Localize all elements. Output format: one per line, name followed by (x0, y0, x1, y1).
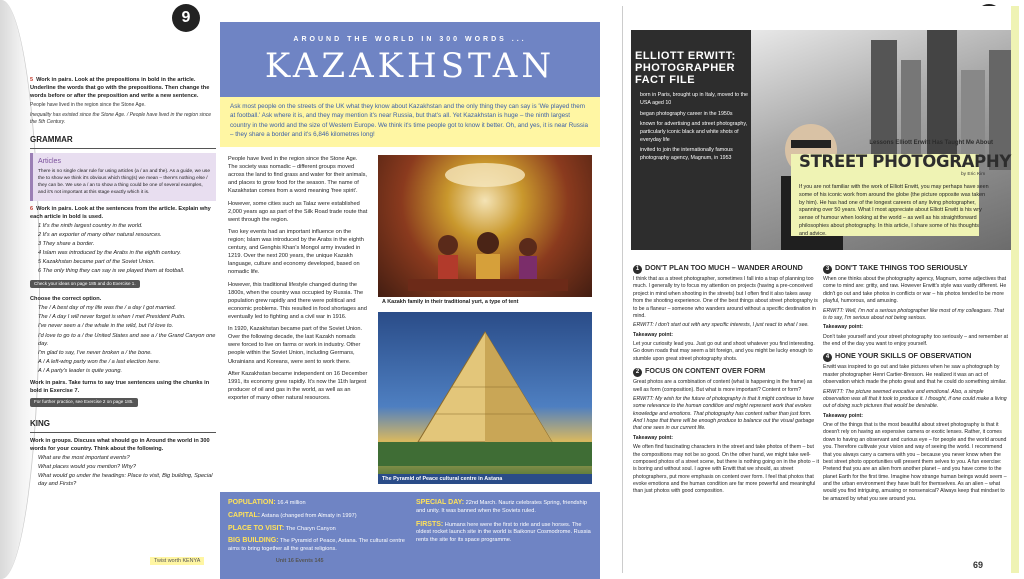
tips-column-left (633, 260, 819, 498)
list-item: born in Paris, brought up in Italy, moved to the USA aged 10 (640, 92, 748, 106)
exercise-6: 6 Work in pairs. Look at the sentences from the article. Explain why each article in bold is used. (30, 205, 211, 220)
list-item: What would go under the headings: Place to visit, Big building, Special day and Firsts? (38, 473, 213, 488)
articles-box (30, 153, 216, 201)
further-practice-note: For further practice, see Exercise 2 on page 185. (30, 398, 138, 407)
tip-text: Erwitt was inspired to go out and take pictures when he saw a photograph by master photographer Henri Cartier-Bresson. He realized it was an act of observation which made the photo great and that he could do something similar. (823, 364, 1007, 386)
article-banner (220, 22, 600, 97)
articles-text: There is no single clear rule for using articles (a / an and the). As a guide, we use the to show we think it's obvious which thing(s) we mean – there's nothing else / they can be. We use a / an to show a thing could be one of several examples, and it's not important at this stage exactly which it is. (38, 168, 210, 195)
photo-caption-1: A Kazakh family in their traditional yurt, a type of tent (378, 297, 592, 307)
list-item: invited to join the internationally famous photography agency, Magnum, in 1953 (640, 147, 733, 161)
takeaway-text: One of the things that is the most beautiful about street photography is that it doesn't rely on having an expensive camera or exotic lenses. Rather, it comes down to having an observant and curious eye – for people and the world around you. Therefore cultivate your vision and way of seeing the world. I recommend that you always carry a camera with you – because you never know when the best street photo opportunities will present them selves to you. A fun exercise: Pretend that you are an alien from another planet – and you have come to the planet Earth for the first time. Imagine how strange human beings would seem – and the urban environment they have built for themselves. As an alien – what would you find intriguing, amusing or nonsensical? Always keep that mindset to be amazed by what you see around you. (823, 422, 1007, 502)
tip-text: When one thinks about the photography agency, Magnum, some adjectives that come to mind are: gritty, and raw. However Erwitt's style was vastly different. He didn't go out and take photos in conflicts or war – his photos tended to be more playful, humorous, and amusing. (823, 276, 1007, 305)
country-facts (220, 492, 600, 579)
tips-column-right (823, 260, 1009, 505)
list-item: A / A left-wing party won the / a last election here. (38, 358, 161, 365)
list-item: known for advertising and street photography, particularly iconic black and white shots of everyday life (640, 121, 748, 143)
exercise-6-items (30, 222, 216, 276)
check-ideas-note: Check your ideas on page 185 and do Exercise 1. (30, 280, 140, 289)
exercise-7-items (30, 304, 216, 375)
list-item: 4 Islam was introduced by the Arabs in the eighth century. (38, 250, 182, 257)
page-number-badge-9: 9 (172, 4, 200, 32)
edge-stripe (1011, 6, 1019, 573)
fact-item: POPULATION: 16.4 million (228, 499, 306, 506)
fact-item: CAPITAL: Astana (changed from Almaty in 1997) (228, 511, 357, 519)
fact-file-title: ELLIOTT ERWITT: PHOTOGRAPHER FACT FILE (635, 50, 736, 87)
list-item: I'm glad to say, I've never broken a / the bone. (38, 349, 152, 356)
erwitt-quote: ERWITT: Well, I'm not a serious photographer like most of my colleagues. That is to say, I'm serious about not being serious. (823, 307, 1004, 321)
exercise-7: Choose the correct option. (30, 296, 102, 303)
page-10 (622, 6, 1018, 573)
takeaway-label: Takeaway point: (823, 324, 863, 331)
article-body (228, 155, 368, 406)
folio: 69 (973, 560, 984, 570)
article-title: STREET PHOTOGRAPHY (799, 152, 1012, 171)
takeaway-text: Don't take yourself and your street photography too seriously – and remember at the end of the day you want to enjoy yourself. (823, 333, 1008, 347)
fact-item: BIG BUILDING: The Pyramid of Peace, Astana. The cultural centre aims to bring together all the great religions. (228, 537, 405, 553)
facts-right (416, 498, 594, 545)
article-paragraph: However, this traditional lifestyle changed during the 1800s, when the country was occupied by Russia. The population grew rapidly and there were political and economic problems. This resulted in food shortages and eventually led to fighting and a civil war in 1916. (228, 281, 367, 320)
fact-item: SPECIAL DAY: 22nd March. Nauriz celebrates Spring, friendship and unity. It was banned when the Soviets ruled. (416, 499, 587, 514)
fact-file-list (635, 92, 753, 162)
pyramid-photo (378, 312, 592, 484)
article-supertitle: AROUND THE WORLD IN 300 WORDS ... (293, 36, 527, 43)
tip-text: I think that as a street photographer, sometimes I fall into a trap of planning too much. I generally try to focus my attention on projects (having a pre-conceived project in mind when shooting in the streets) but I often find it also takes away from the shooting experience. One of the best things about street photography is to be a flaneur – someone who wanders around without a specific destination in mind. (633, 276, 818, 319)
facts-left (228, 498, 408, 554)
fact-item: PLACE TO VISIT: The Charyn Canyon (228, 524, 336, 532)
tip-heading: 1 DON'T PLAN TOO MUCH – WANDER AROUND (633, 263, 819, 274)
exercise-5-example-1: People have lived in the region since the Stone Age. (30, 102, 146, 109)
list-item: The / A day I will never forget is when I met President Putin. (38, 314, 186, 321)
tip-heading: 2 FOCUS ON CONTENT OVER FORM (633, 366, 819, 377)
list-item: I'd love to go to a / the United States and see a / the Grand Canyon one day. (38, 332, 216, 347)
photo-caption-2: The Pyramid of Peace cultural centre in Astana (378, 474, 592, 484)
takeaway-label: Takeaway point: (633, 331, 673, 338)
exercise-5: 5 Work in pairs. Look at the prepositions in bold in the article. Underline the words that go with the prepositions. Then change the words before or after the preposition and write a new sentence. (30, 77, 210, 100)
list-item: 2 It's an exporter of many other natural resources. (38, 231, 162, 238)
list-item: What places would you mention? Why? (38, 463, 136, 470)
articles-title: Articles (38, 157, 61, 165)
article-paragraph: People have lived in the region since the Stone Age. The society was nomadic – different groups moved across the land to find grass and water for their animals, and places to grow food for the season. The name of Kazakhstan comes from a word meaning 'free spirit'. (228, 156, 367, 195)
speaking-instruction: Work in groups. Discuss what should go in Around the world in 300 words for your country. Think about the following. (30, 437, 210, 452)
list-item: 3 They share a border. (38, 241, 95, 248)
takeaway-label: Takeaway point: (823, 412, 863, 419)
erwitt-quote: ERWITT: The picture seemed evocative and emotional. Also, a simple observation was all that it took to produce it. I thought, if one could make a living out of doing such pictures that would be desirable. (823, 388, 1007, 410)
tip-heading: 4 HONE YOUR SKILLS OF OBSERVATION (823, 351, 1009, 362)
kazakhstan-article (220, 22, 600, 579)
list-item: The / A best day of my life was the / a day I got married. (38, 305, 176, 312)
grammar-heading: GRAMMAR (30, 134, 216, 149)
erwitt-quote: ERWITT: I don't start out with any specific interests, I just react to what I see. (633, 322, 809, 329)
article-title: KAZAKHSTAN (264, 46, 556, 86)
list-item: began photography career in the 1950s (640, 110, 733, 117)
list-item: 6 The only thing they can say is we played them at football. (38, 268, 185, 275)
article-paragraph: In 1920, Kazakhstan became part of the Soviet Union. Over the following decade, the last Kazakh nomads were forced to live on farms or work in industry. Other people within the Soviet Union, including Germans, Ukrainians and Koreans, were sent to work there. (228, 326, 363, 365)
fact-item: FIRSTS: Humans here were the first to ride and use horses. The oldest rocket launch site in the world is Baikonur Cosmodrome. Russia rents the site for its space programme. (416, 520, 591, 544)
takeaway-text: We often find fascinating characters in the street and take photos of them – but the compositions may not be so good. On the other hand, we might take well-composed photos of a street scene, but there is nothing going on in the photo – it is boring and without soul. I agree with Erwitt that we should, as street photographers, put more emphasis on content over form. I feel that photos that evoke emotions and the human condition are far more powerful and meaningful than just photos with good composition. (633, 444, 820, 495)
tip-heading: 3 DON'T TAKE THINGS TOO SERIOUSLY (823, 263, 1009, 274)
takeaway-label: Takeaway point: (633, 434, 673, 441)
exercise-8: Work in pairs. Take turns to say true sentences using the chunks in bold in Exercise 7. (30, 380, 210, 395)
byline: by Eric Kim (961, 172, 986, 177)
article-paragraph: After Kazakhstan became independent on 16 December 1991, its economy grew rapidly. It's now the 11th largest producer of oil and gas in the world, as well as an exporter of many other natural resources. (228, 370, 368, 401)
article-paragraph: However, some cities such as Talaz were established 2,000 years ago as part of the Silk Road trade route that went through the region. (228, 200, 368, 223)
speaking-heading: KING (30, 418, 216, 433)
takeaway-text: Let your curiosity lead you. Just go out and shoot whatever you find interesting. Go down roads that may seem a bit foreign, and you might be lucky enough to stumble upon great street photography shots. (633, 341, 815, 362)
list-item: 5 Kazakhstan became part of the Soviet Union. (38, 259, 155, 266)
erwitt-quote: ERWITT: My wish for the future of photography is that it might continue to have some relevance to the human condition and might represent work that evokes knowledge and emotions. That photography has content rather than just form. And I hope that there will be enough produce to balance out the visual garbage that one sees in our current life. (633, 395, 815, 432)
yurt-family-photo (378, 155, 592, 307)
article-subtitle: Lessons Elliott Erwitt Has Taught Me About (869, 140, 993, 146)
article-intro: If you are not familiar with the work of Elliott Erwitt, you may perhaps have seen some of his iconic work from around the globe (the picture opposite was taken by him). He has had one of the longest careers of any living photographer, spanning over 50 years. What I most appreciate about Elliott Erwitt is his wry sense of humour when looking at the world – as well as his straightforward philosophies about photography. In this article, I share some of his thoughts and advice. (799, 184, 989, 237)
page-footer: Twist worth KENYA Unit 16 Events 145 (150, 558, 450, 564)
fact-file (635, 50, 753, 166)
pyramid-illustration (378, 312, 592, 484)
yurt-illustration (378, 155, 592, 307)
exercise-5-example-2: Inequality has existed since the Stone Age. / People have lived in the region since the 5th Century. (30, 111, 212, 125)
list-item: I've never seen a / the whale in the wild, but I'd love to. (38, 323, 174, 330)
article-intro: Ask most people on the streets of the UK what they know about Kazakhstan and the only thing they can say is 'We played them at football.' Ask where it is, and they may mention it's near Russia, but that's all. Yet Kazakhstan is huge – the ninth largest country in the world and the size of Western Europe. We think it's time people got to know it better. Oh, and yes, it is near Russia – they share a border and it's 6,846 kilometres long! (220, 97, 600, 147)
list-item: What are the most important events? (38, 454, 130, 461)
list-item: A / A party's leader is quite young. (38, 368, 123, 375)
list-item: 1 It's the ninth largest country in the world. (38, 222, 143, 229)
exercises-column (30, 72, 216, 489)
speaking-items (30, 454, 216, 488)
tip-text: Great photos are a combination of content (what is happening in the frame) as well as form (composition). But what is more important? Content or form? (633, 379, 813, 393)
article-paragraph: Two key events had an important influence on the region; Islam was introduced by the Arabs in the eighth century, and Genghis Khan's Mongol army invaded in 1219. Over the next 200 years, the unique Kazakh language, culture and economy developed, based on nomadic life. (228, 228, 364, 276)
